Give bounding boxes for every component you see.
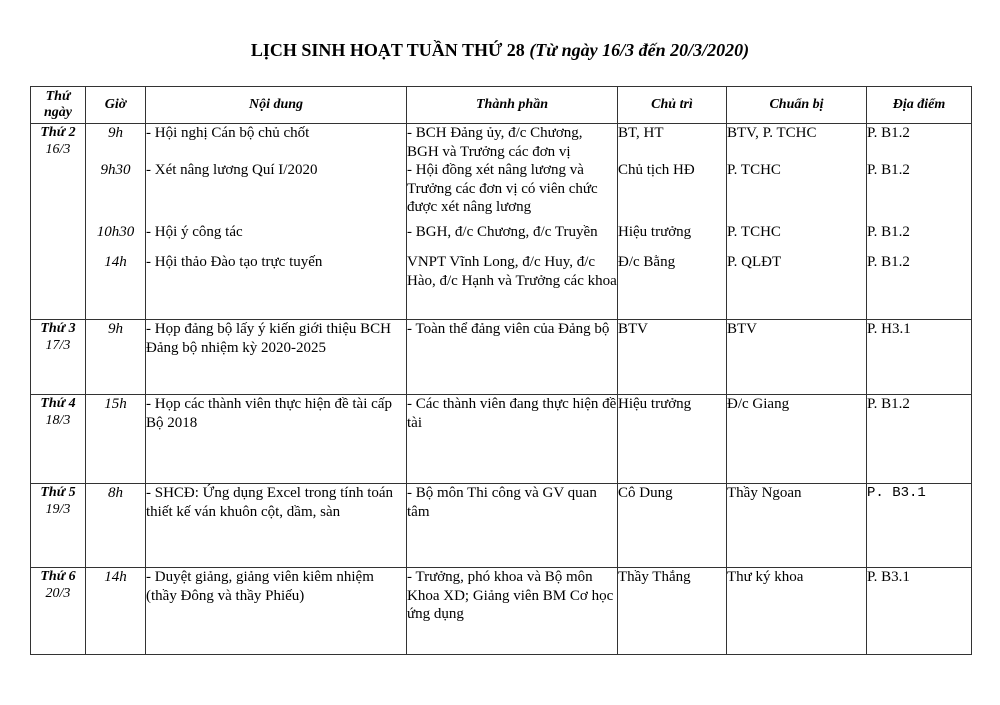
location-cell	[867, 124, 972, 320]
header-members: Thành phần	[407, 87, 618, 124]
header-chair: Chủ trì	[618, 87, 727, 124]
event-content: - Hội thảo Đào tạo trực tuyến	[146, 254, 323, 270]
event-chair: Hiệu trưởng	[618, 224, 692, 240]
event-prepare: P. TCHC	[727, 224, 781, 240]
event-location: P. B1.2	[867, 224, 910, 240]
event-prepare: Đ/c Giang	[727, 395, 867, 484]
event-content: - Duyệt giảng, giảng viên kiêm nhiệm (thầy Đông và thầy Phiếu)	[146, 568, 407, 655]
content-cell	[146, 124, 407, 320]
header-content: Nội dung	[146, 87, 407, 124]
title-main: LỊCH SINH HOẠT TUẦN THỨ 28	[250, 40, 525, 60]
header-prepare: Chuẩn bị	[727, 87, 867, 124]
day-cell	[31, 124, 86, 320]
event-content: - Hội nghị Cán bộ chủ chốt	[146, 125, 310, 141]
event-location: P. B1.2	[867, 395, 972, 484]
table-row-day-4	[31, 395, 972, 484]
event-prepare: Thư ký khoa	[727, 568, 867, 655]
event-prepare: P. QLĐT	[727, 254, 782, 270]
prepare-cell	[727, 124, 867, 320]
event-chair: Đ/c Bằng	[618, 254, 676, 270]
event-time: 14h	[104, 254, 127, 270]
header-row	[31, 87, 972, 124]
event-members: - Trưởng, phó khoa và Bộ môn Khoa XD; Giảng viên BM Cơ học ứng dụng	[407, 568, 618, 655]
event-members: - BCH Đảng ủy, đ/c Chương, BGH và Trưởng các đơn vị	[407, 125, 583, 160]
event-time: 9h	[108, 125, 123, 141]
event-prepare: BTV	[727, 320, 867, 395]
event-chair: Hiệu trưởng	[618, 395, 727, 484]
event-prepare: Thầy Ngoan	[727, 484, 867, 568]
event-members: VNPT Vĩnh Long, đ/c Huy, đ/c Hào, đ/c Hạnh và Trưởng các khoa	[407, 254, 617, 289]
day-name: Thứ 5	[40, 485, 76, 500]
event-time: 10h30	[96, 224, 135, 240]
event-chair: Cô Dung	[618, 484, 727, 568]
event-chair: BT, HT	[618, 125, 664, 141]
header-location: Địa điểm	[867, 87, 972, 124]
event-members: - Toàn thể đảng viên của Đảng bộ	[407, 320, 618, 395]
page-title	[0, 40, 1000, 61]
table-row-day-6	[31, 568, 972, 655]
event-location: P. B3.1	[867, 568, 972, 655]
day-name: Thứ 4	[40, 396, 76, 411]
day-cell	[31, 395, 86, 484]
header-time: Giờ	[86, 87, 146, 124]
day-cell	[31, 568, 86, 655]
event-location: P. B1.2	[867, 125, 910, 141]
day-date: 18/3	[45, 413, 71, 428]
time-cell	[86, 124, 146, 320]
event-location: P. B1.2	[867, 162, 910, 178]
title-date-range: (Từ ngày 16/3 đến 20/3/2020)	[529, 40, 750, 60]
event-prepare: BTV, P. TCHC	[727, 125, 817, 141]
chair-cell	[618, 124, 727, 320]
day-date: 19/3	[45, 502, 71, 517]
event-time: 9h	[86, 320, 146, 395]
event-content: - Họp các thành viên thực hiện đề tài cấp Bộ 2018	[146, 395, 407, 484]
table-row-day-2	[31, 124, 972, 320]
event-members: - Các thành viên đang thực hiện đề tài	[407, 395, 618, 484]
day-cell	[31, 320, 86, 395]
event-prepare: P. TCHC	[727, 162, 781, 178]
header-day: Thứ ngày	[31, 87, 86, 124]
event-content: - SHCĐ: Ứng dụng Excel trong tính toán thiết kế ván khuôn cột, dầm, sàn	[146, 484, 407, 568]
event-time: 9h30	[100, 162, 131, 178]
table-row-day-5	[31, 484, 972, 568]
event-content: - Họp đảng bộ lấy ý kiến giới thiệu BCH Đảng bộ nhiệm kỳ 2020-2025	[146, 320, 407, 395]
event-members: - Bộ môn Thi công và GV quan tâm	[407, 484, 618, 568]
schedule-table	[30, 86, 972, 655]
day-date: 16/3	[45, 142, 71, 157]
day-name: Thứ 3	[40, 321, 76, 336]
day-name: Thứ 6	[40, 569, 76, 584]
day-name: Thứ 2	[40, 125, 76, 140]
day-cell	[31, 484, 86, 568]
day-date: 20/3	[45, 586, 71, 601]
event-members: - Hội đồng xét nâng lương và Trưởng các đơn vị có viên chức được xét nâng lương	[407, 162, 598, 215]
event-chair: Chủ tịch HĐ	[618, 162, 695, 178]
event-content: - Hội ý công tác	[146, 224, 243, 240]
event-location: P. B3.1	[867, 484, 972, 568]
event-location: P. B1.2	[867, 254, 910, 270]
event-content: - Xét nâng lương Quí I/2020	[146, 162, 318, 178]
members-cell	[407, 124, 618, 320]
event-time: 15h	[86, 395, 146, 484]
event-members: - BGH, đ/c Chương, đ/c Truyền	[407, 224, 598, 240]
event-location: P. H3.1	[867, 320, 972, 395]
event-chair: BTV	[618, 320, 727, 395]
event-chair: Thầy Thắng	[618, 568, 727, 655]
table-row-day-3	[31, 320, 972, 395]
event-time: 8h	[86, 484, 146, 568]
event-time: 14h	[86, 568, 146, 655]
day-date: 17/3	[45, 338, 71, 353]
